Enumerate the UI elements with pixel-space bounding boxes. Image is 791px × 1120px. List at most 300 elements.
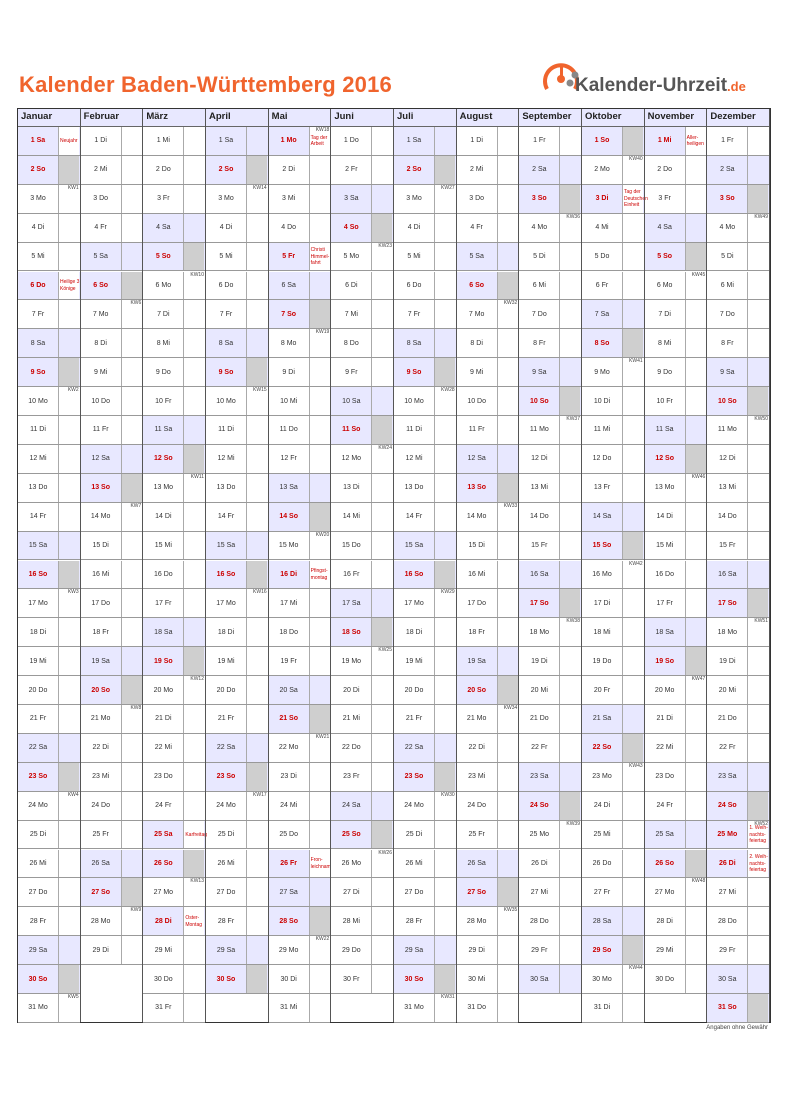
day-label: 7 So (281, 310, 297, 318)
day-cell (582, 647, 644, 676)
day-note-area (121, 532, 142, 560)
day-note-area (246, 474, 267, 502)
day-cell (143, 532, 205, 561)
logo-text (575, 75, 746, 97)
day-cell (394, 647, 456, 676)
week-number: KW51 (754, 618, 768, 625)
day-label: 16 Mi (92, 570, 110, 578)
day-note-area (559, 647, 580, 675)
day-label: 27 Sa (279, 888, 298, 896)
day-label: 13 Mo (654, 484, 675, 492)
day-cell (394, 329, 456, 358)
day-cell (394, 589, 456, 618)
day-cell (331, 589, 393, 618)
day-cell (206, 676, 268, 705)
day-cell (645, 185, 707, 214)
day-cell (331, 243, 393, 272)
day-cell (18, 907, 80, 936)
day-label: 14 Do (529, 513, 549, 521)
day-cell (81, 763, 143, 792)
day-cell (331, 821, 393, 850)
day-label: 29 Fr (719, 946, 736, 954)
day-note-area (559, 878, 580, 906)
day-cell (582, 676, 644, 705)
day-label: 31 Do (467, 1004, 486, 1012)
day-note-area (121, 185, 142, 213)
day-note-area (371, 185, 392, 213)
day-cell (143, 416, 205, 445)
day-cell (645, 503, 707, 532)
day-cell (394, 821, 456, 850)
day-cell (206, 561, 268, 590)
column-divider (393, 109, 394, 1022)
day-label: 10 Mi (280, 397, 298, 405)
day-note-area (371, 907, 392, 935)
day-cell (81, 647, 143, 676)
day-label: 12 So (655, 455, 674, 463)
day-cell (81, 474, 143, 503)
day-note-area (246, 907, 267, 935)
day-cell (81, 936, 143, 965)
column-divider (769, 109, 770, 1022)
day-label: 30 Sa (530, 975, 549, 983)
day-label: 12 Mi (405, 455, 423, 463)
day-label: 25 Di (217, 831, 235, 839)
day-cell (645, 416, 707, 445)
day-note-area (497, 329, 518, 357)
day-label: 12 Di (531, 455, 548, 463)
day-cell (582, 185, 648, 214)
column-divider (142, 109, 143, 1022)
day-cell (394, 792, 456, 821)
day-note-area (58, 907, 79, 935)
day-cell (645, 214, 707, 243)
column-divider (706, 109, 707, 1022)
day-label: 16 Do (655, 570, 674, 578)
day-note-area (559, 358, 580, 386)
week-number: KW52 (754, 820, 768, 827)
day-cell (206, 358, 268, 387)
day-cell (143, 474, 205, 503)
day-note-area (622, 474, 643, 502)
day-cell (206, 878, 268, 907)
day-note-area (58, 763, 79, 791)
day-label: 30 Mo (592, 975, 612, 983)
day-cell (81, 907, 143, 936)
day-cell (331, 156, 393, 185)
day-note-area (559, 763, 580, 791)
day-cell (457, 763, 519, 792)
day-cell (582, 243, 644, 272)
day-cell (645, 763, 707, 792)
day-label: 24 Mo (216, 802, 236, 810)
day-cell (269, 445, 331, 474)
day-label: 29 Di (468, 946, 485, 954)
day-label: 17 Mo (28, 599, 48, 607)
day-label: 7 Fr (219, 310, 233, 318)
day-label: 8 So (594, 339, 610, 347)
day-cell (269, 185, 331, 214)
week-number: KW29 (441, 589, 455, 596)
day-label: 21 Mi (342, 715, 360, 723)
day-note-area (685, 214, 706, 242)
day-label: 21 Sa (592, 715, 612, 723)
week-number: KW39 (566, 820, 580, 827)
holiday-label: Pfingst- montag (310, 568, 328, 581)
holiday-label: Heilige 3 Könige (60, 279, 80, 292)
day-cell (645, 329, 707, 358)
day-label: 11 Fr (468, 426, 485, 434)
day-cell (269, 676, 331, 705)
day-note-area (58, 416, 79, 444)
day-cell (707, 907, 769, 936)
day-note-area (371, 387, 392, 415)
day-label: 27 Di (343, 888, 360, 896)
day-label: 21 Mo (466, 715, 487, 723)
week-number: KW5 (67, 994, 79, 1000)
day-cell (81, 734, 143, 763)
day-note-area (622, 532, 643, 560)
day-label: 24 So (529, 802, 549, 810)
day-label: 13 Do (28, 484, 48, 492)
day-note-area (309, 358, 330, 386)
day-note-area (183, 243, 204, 271)
day-label: 30 So (404, 975, 424, 983)
month-header: Januar (18, 109, 81, 127)
day-note-area (497, 445, 518, 473)
day-label: 5 Fr (282, 253, 296, 261)
day-cell (519, 416, 581, 445)
day-label: 6 Fr (595, 281, 609, 289)
day-label: 15 So (592, 542, 612, 550)
day-cell (707, 878, 769, 907)
day-cell (331, 936, 393, 965)
day-cell (707, 185, 769, 214)
day-cell (206, 214, 268, 243)
holiday-label: 1. Weih- nachts- feiertag (749, 825, 768, 845)
day-label: 21 Fr (217, 715, 235, 723)
day-cell (331, 792, 393, 821)
day-cell (645, 676, 707, 705)
day-note-area (497, 589, 518, 617)
day-label: 18 Sa (154, 628, 173, 636)
day-note-area (58, 329, 79, 357)
week-number: KW14 (253, 184, 267, 191)
day-note-area (121, 821, 142, 849)
day-note-area (183, 763, 204, 791)
day-note-area (371, 214, 392, 242)
day-cell (269, 156, 331, 185)
day-cell (18, 156, 80, 185)
day-note-area (747, 156, 768, 184)
day-label: 6 Do (406, 281, 422, 289)
day-cell (645, 474, 707, 503)
day-note-area (622, 503, 643, 531)
day-label: 17 So (717, 599, 737, 607)
day-cell (331, 387, 393, 416)
day-cell (143, 965, 205, 994)
day-label: 6 Do (218, 281, 234, 289)
day-label: 12 Sa (467, 455, 486, 463)
day-label: 2 So (30, 166, 46, 174)
day-cell (519, 185, 581, 214)
day-note-area (559, 272, 580, 300)
day-label: 5 So (155, 253, 171, 261)
day-label: 31 Mo (404, 1004, 424, 1012)
day-cell (143, 907, 205, 936)
day-label: 1 Sa (218, 137, 234, 145)
day-label: 5 Mi (31, 253, 45, 261)
day-label: 2 Do (657, 166, 673, 174)
day-cell (394, 214, 456, 243)
day-cell (269, 416, 331, 445)
day-note-area (121, 792, 142, 820)
day-note-area (559, 792, 580, 820)
day-label: 14 Di (656, 513, 673, 521)
day-cell (18, 503, 80, 532)
day-cell (394, 936, 456, 965)
day-note-area (747, 734, 768, 762)
day-label: 10 Sa (342, 397, 361, 405)
day-cell (519, 878, 581, 907)
day-label: 2 So (218, 166, 234, 174)
day-cell (18, 792, 80, 821)
day-label: 26 Mi (217, 859, 235, 867)
day-cell (394, 734, 456, 763)
day-cell (707, 936, 769, 965)
day-note-area (497, 676, 518, 704)
day-label: 14 Fr (29, 513, 47, 521)
day-label: 24 Fr (656, 802, 673, 810)
day-cell (519, 965, 581, 994)
day-cell (457, 734, 519, 763)
day-note-area (685, 734, 706, 762)
day-note-area (183, 965, 204, 993)
day-label: 23 So (216, 773, 236, 781)
day-cell (143, 589, 205, 618)
day-note-area (246, 763, 267, 791)
day-cell (81, 618, 143, 647)
day-cell (331, 185, 393, 214)
day-note-area (559, 185, 580, 213)
day-cell (206, 272, 268, 301)
day-note-area (121, 243, 142, 271)
day-note-area (434, 127, 455, 155)
day-label: 24 Mi (280, 802, 298, 810)
day-note-area (622, 300, 643, 328)
day-note-area (309, 474, 330, 502)
day-note-area (371, 821, 392, 849)
day-label: 4 Fr (470, 224, 483, 232)
day-label: 28 Fr (217, 917, 235, 925)
day-note-area (747, 705, 768, 733)
day-label: 19 Fr (280, 657, 297, 665)
day-cell (582, 936, 644, 965)
day-label: 17 Sa (342, 599, 361, 607)
day-note-area (747, 272, 768, 300)
day-label: 28 Di (154, 917, 172, 925)
day-cell (582, 387, 644, 416)
week-number: KW17 (253, 791, 267, 798)
month-header: September (519, 109, 582, 127)
day-label: 1 Fr (533, 137, 546, 145)
day-cell (645, 907, 707, 936)
day-cell (206, 763, 268, 792)
day-cell (18, 647, 80, 676)
day-cell (143, 705, 205, 734)
day-label: 23 Di (280, 773, 297, 781)
day-cell (645, 618, 707, 647)
day-cell (582, 878, 644, 907)
day-label: 19 Sa (91, 657, 110, 665)
day-cell (394, 127, 456, 156)
day-label: 12 Do (592, 455, 612, 463)
day-label: 15 Sa (404, 542, 424, 550)
day-label: 2 So (406, 166, 422, 174)
day-cell (269, 878, 331, 907)
day-note-area (685, 850, 706, 878)
day-note-area (371, 618, 392, 646)
day-cell (457, 589, 519, 618)
day-note-area (58, 878, 79, 906)
holiday-label: Aller- heiligen (686, 134, 704, 148)
day-cell (582, 329, 644, 358)
day-note-area (685, 503, 706, 531)
day-cell (269, 387, 331, 416)
day-label: 5 Di (533, 253, 546, 261)
day-cell (18, 994, 80, 1023)
day-label: 17 Mo (216, 599, 236, 607)
day-label: 21 Di (656, 715, 673, 723)
day-cell (394, 474, 456, 503)
day-note-area (747, 532, 768, 560)
day-label: 30 So (28, 975, 48, 983)
day-label: 11 So (342, 426, 361, 434)
day-note-area (685, 532, 706, 560)
day-cell (645, 936, 707, 965)
day-note-area (685, 300, 706, 328)
day-note-area (747, 994, 768, 1022)
day-label: 27 Fr (593, 888, 611, 896)
day-cell (81, 272, 143, 301)
month-header: März (143, 109, 206, 127)
day-note-area (246, 445, 267, 473)
day-label: 5 Mi (219, 253, 233, 261)
day-note-area (622, 936, 643, 964)
day-label: 6 Mo (656, 281, 673, 289)
day-cell (457, 445, 519, 474)
day-note-area (309, 156, 330, 184)
day-cell (457, 243, 519, 272)
day-note-area (183, 358, 204, 386)
column-divider (518, 109, 519, 1022)
day-label: 1 Mi (657, 137, 672, 145)
day-note-area (622, 878, 643, 906)
day-label: 26 Di (531, 859, 548, 867)
day-cell (269, 936, 331, 965)
day-note-area (246, 127, 267, 155)
day-label: 13 Do (404, 484, 424, 492)
day-label: 10 Fr (155, 397, 172, 405)
day-note-area (309, 618, 330, 646)
day-cell (457, 965, 519, 994)
day-note-area (58, 358, 79, 386)
day-note-area (309, 994, 330, 1022)
day-note-area (58, 734, 79, 762)
day-label: 16 Sa (530, 570, 549, 578)
day-label: 28 Fr (405, 917, 423, 925)
day-cell (143, 185, 205, 214)
day-label: 5 So (657, 253, 673, 261)
day-label: 8 Mi (156, 339, 170, 347)
day-note-area (497, 214, 518, 242)
day-cell (206, 589, 268, 618)
day-cell (519, 907, 581, 936)
day-label: 6 Mi (532, 281, 546, 289)
day-cell (582, 763, 644, 792)
day-note-area (121, 387, 142, 415)
day-note-area (747, 474, 768, 502)
week-number: KW27 (441, 184, 455, 191)
day-cell (582, 618, 644, 647)
day-note-area (183, 387, 204, 415)
day-note-area (497, 416, 518, 444)
day-label: 22 Sa (404, 744, 424, 752)
day-cell (457, 272, 519, 301)
day-note-area (559, 965, 580, 993)
day-label: 24 Do (91, 802, 110, 810)
day-label: 1 So (594, 137, 610, 145)
day-cell (519, 445, 581, 474)
day-cell (582, 994, 644, 1023)
week-number: KW9 (130, 907, 142, 914)
day-label: 29 Mi (154, 946, 172, 954)
day-label: 14 Sa (592, 513, 612, 521)
day-note-area (58, 647, 79, 675)
day-cell (18, 878, 80, 907)
day-label: 22 Di (468, 744, 485, 752)
day-label: 6 So (93, 281, 109, 289)
day-note-area (497, 243, 518, 271)
day-label: 27 Do (216, 888, 236, 896)
day-label: 27 Mo (153, 888, 174, 896)
day-label: 21 Mo (90, 715, 111, 723)
day-label: 13 Fr (593, 484, 611, 492)
week-number: KW4 (67, 791, 79, 798)
day-label: 11 Mo (529, 426, 549, 434)
day-note-area (183, 936, 204, 964)
day-cell (519, 936, 581, 965)
day-label: 3 Mi (282, 195, 296, 203)
day-note-area (747, 445, 768, 473)
day-cell (143, 300, 205, 329)
day-note-area (183, 503, 204, 531)
day-label: 27 Do (28, 888, 48, 896)
day-label: 8 Sa (406, 339, 422, 347)
month-header: April (206, 109, 269, 127)
day-label: 27 So (91, 888, 110, 896)
day-note-area (747, 358, 768, 386)
day-cell (457, 561, 519, 590)
day-note-area (58, 474, 79, 502)
day-cell (582, 589, 644, 618)
day-note-area (622, 792, 643, 820)
day-label: 3 Sa (344, 195, 359, 203)
day-label: 10 Do (91, 397, 110, 405)
day-label: 1 Mo (280, 137, 297, 145)
day-note-area (622, 994, 643, 1022)
day-label: 7 Do (531, 310, 547, 318)
